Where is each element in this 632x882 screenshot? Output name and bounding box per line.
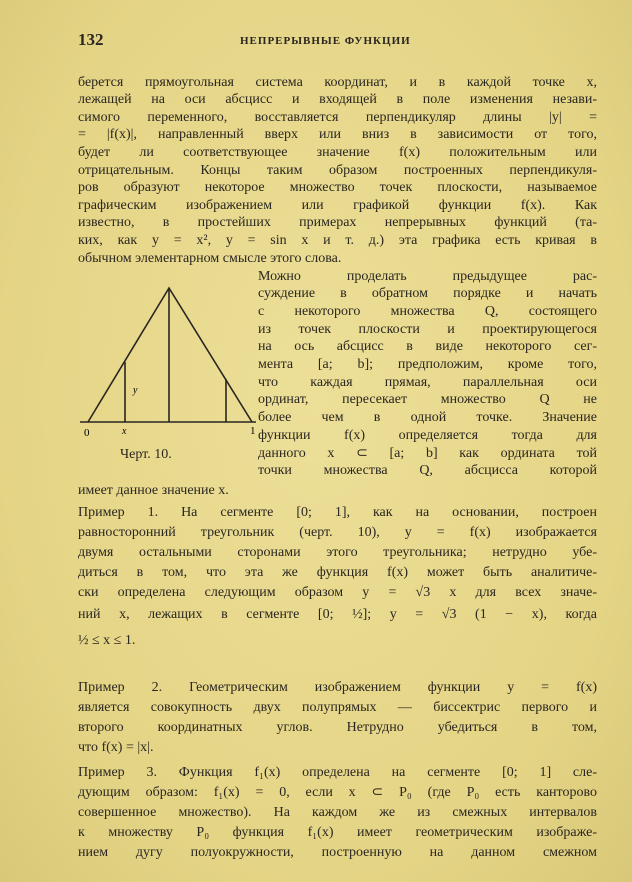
text-line: совершенное множество). На каждом же из смежных интервалов: [78, 805, 597, 820]
text-line: дующим образом: f₁(x) = 0, если x ⊂ P₀ (где P₀ есть канторово: [78, 785, 597, 800]
running-title: НЕПРЕРЫВНЫЕ ФУНКЦИИ: [240, 35, 411, 47]
text-line: Можно проделать предыдущее рас-: [258, 269, 597, 284]
text-line: из точек плоскости и проектирующегося: [258, 322, 597, 337]
text-line: равносторонний треугольник (черт. 10), y = f(x) изображается: [78, 525, 597, 540]
text-line: двумя остальными сторонами этого треугольника; нетрудно убе-: [78, 545, 597, 560]
figure-caption: Черт. 10.: [120, 447, 172, 462]
text-line: нием дугу полуокружности, построенную на данном смежном: [78, 845, 597, 860]
text-line: что f(x) = |x|.: [78, 740, 154, 755]
text-line: обычном элементарном смысле этого слова.: [78, 251, 342, 266]
text-line: к множеству P₀ функция f₁(x) имеет геометрическим изображе-: [78, 825, 597, 840]
text-line: ний x, лежащих в сегменте [0; ½]; y = √3 (1 − x), когда: [78, 607, 597, 622]
text-line: точки множества Q, абсцисса которой: [258, 463, 597, 478]
text-line: ½ ≤ x ≤ 1.: [78, 633, 136, 648]
text-line: второго координатных углов. Нетрудно убедиться в том,: [78, 720, 597, 735]
text-line: Пример 1. На сегменте [0; 1], как на основании, построен: [78, 505, 597, 520]
text-line: что каждая прямая, параллельная оси: [258, 375, 597, 390]
text-line: будет ли соответствующее значение f(x) положительным или: [78, 145, 597, 160]
text-line: лежащей на оси абсцисс и входящей в поле изменения незави-: [78, 92, 597, 107]
text-line: известно, в простейших примерах непрерывных функций (та-: [78, 215, 597, 230]
label-one: 1: [250, 425, 256, 437]
text-line: с некоторого множества Q, состоящего: [258, 304, 597, 319]
page-number: 132: [78, 30, 104, 49]
text-line: суждение в обратном порядке и начать: [258, 286, 597, 301]
text-line: имеет данное значение x.: [78, 482, 229, 498]
text-line: функции f(x) определяется тогда для: [258, 428, 597, 443]
text-line: Пример 2. Геометрическим изображением функции y = f(x): [78, 680, 597, 695]
triangle-sides: [88, 288, 252, 422]
text-line: Пример 3. Функция f₁(x) определена на сегменте [0; 1] сле-: [78, 765, 597, 780]
text-line: берется прямоугольная система координат, и в каждой точке x,: [78, 75, 597, 90]
text-line: мента [a; b]; предположим, кроме того,: [258, 357, 597, 372]
label-x: x: [122, 426, 127, 437]
text-line: ски определена следующим образом y = √3 x для всех значе-: [78, 585, 597, 600]
text-line: симого переменного, восставляется перпендикуляр длины |y| =: [78, 110, 597, 125]
text-line: данного x ⊂ [a; b] как ордината той: [258, 446, 597, 461]
label-origin: 0: [84, 427, 90, 439]
text-line: ординат, пересекает множество Q не: [258, 392, 597, 407]
text-line: = |f(x)|, направленный вверх или вниз в зависимости от того,: [78, 127, 597, 142]
text-line: отрицательным. Концы таким образом построенных перпендикуля-: [78, 163, 597, 178]
text-line: диться в том, что эта же функция f(x) может быть аналитиче-: [78, 565, 597, 580]
text-line: является совокупность двух полупрямых — биссектрис первого и: [78, 700, 597, 715]
text-line: ров образуют некоторое множество точек плоскости, называемое: [78, 180, 597, 195]
text-line: более чем в одной точке. Значение: [258, 410, 597, 425]
text-line: ких, как y = x², y = sin x и т. д.) эта графика есть кривая в: [78, 233, 597, 248]
label-y: y: [133, 385, 138, 396]
text-line: графическим изображением или графикой функции f(x). Как: [78, 198, 597, 213]
text-line: на ось абсцисс в виде некоторого сег-: [258, 339, 597, 354]
